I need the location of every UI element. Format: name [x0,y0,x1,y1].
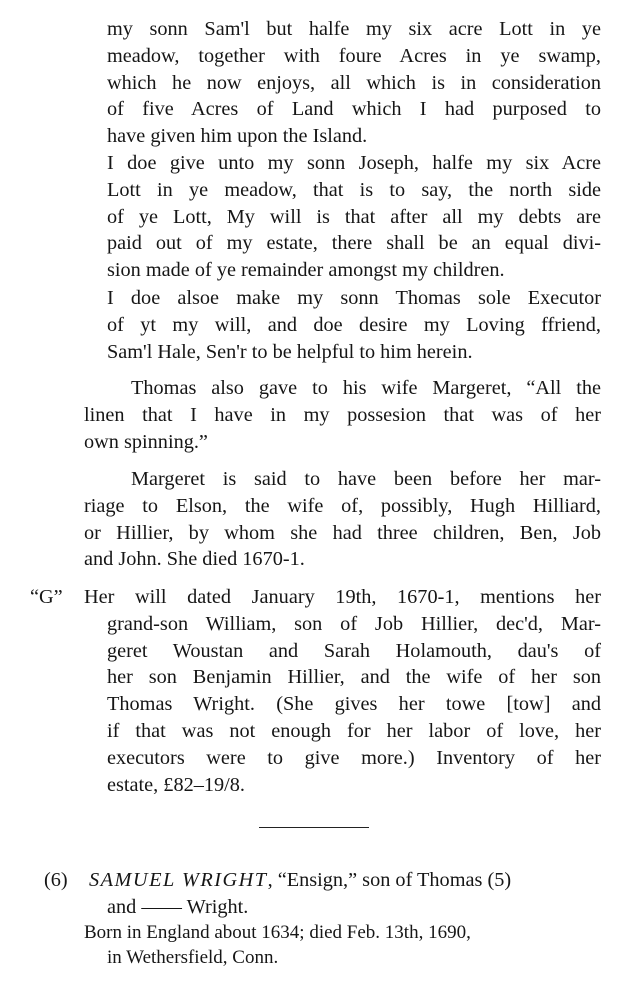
entry-label-g: “G” [30,586,63,608]
text-line: of yt my will, and doe desire my Loving ffriend, [107,313,601,336]
section-divider [259,827,369,828]
will-quote-paragraph-1 [107,16,601,150]
text-line: I doe give unto my sonn Joseph, halfe my six Acre [107,152,601,174]
text-line: I doe alsoe make my sonn Thomas sole Executor [107,287,601,309]
text-line: sion made of ye remainder amongst my children. [107,259,505,282]
text-line: riage to Elson, the wife of, possibly, Hugh Hilliard, [84,494,601,517]
text-line: her son Benjamin Hillier, and the wife of her son [107,666,601,689]
text-line: of five Acres of Land which I had purposed to [107,98,601,121]
will-quote-paragraph-3 [107,285,601,365]
text-line: and John. She died 1670-1. [84,548,305,571]
text-line: Thomas Wright. (She gives her towe [tow] and [107,693,601,716]
text-line: grand-son William, son of Job Hillier, dec'd, Mar- [107,612,601,635]
text-line: meadow, together with foure Acres in ye swamp, [107,44,601,67]
text-line: Thomas also gave to his wife Margeret, “All the [131,377,601,399]
text-line: Lott in ye meadow, that is to say, the north side [107,178,601,201]
will-quote-paragraph-2 [107,150,601,284]
text-line: Sam'l Hale, Sen'r to be helpful to him herein. [107,340,473,363]
birth-death-line-1: Born in England about 1634; died Feb. 13th, 1690, [84,922,471,943]
text-line: own spinning.” [84,430,208,453]
wife-bequest-paragraph [84,375,601,455]
text-line: my sonn Sam'l but halfe my six acre Lott in ye [107,18,601,40]
g-entry-paragraph [84,584,601,798]
text-line: Margeret is said to have been before her mar- [131,468,601,490]
birth-death-line-2: in Wethersfield, Conn. [107,947,279,968]
margeret-paragraph [84,466,601,573]
entry-heading-rest: , “Ensign,” son of Thomas (5) [267,869,512,891]
text-line: estate, £82–19/8. [107,773,245,796]
text-line: or Hillier, by whom she had three children, Ben, Job [84,521,601,544]
text-line: geret Woustan and Sarah Holamouth, dau's of [107,639,601,662]
entry-heading-text [89,867,511,894]
text-line: paid out of my estate, there shall be an equal divi- [107,232,601,255]
entry-6-heading-line-2: and —— Wright. [107,896,249,918]
text-line: linen that I have in my possesion that was of her [84,403,601,426]
text-line: which he now enjoys, all which is in consideration [107,71,601,94]
text-line: Her will dated January 19th, 1670-1, mentions her [84,586,601,608]
text-line: of ye Lott, My will is that after all my debts are [107,205,601,228]
text-line: executors were to give more.) Inventory of her [107,746,601,769]
text-line: if that was not enough for her labor of love, her [107,719,601,742]
entry-number: (6) [44,869,68,891]
text-line: have given him upon the Island. [107,125,368,148]
person-name: SAMUEL WRIGHT [89,869,268,891]
